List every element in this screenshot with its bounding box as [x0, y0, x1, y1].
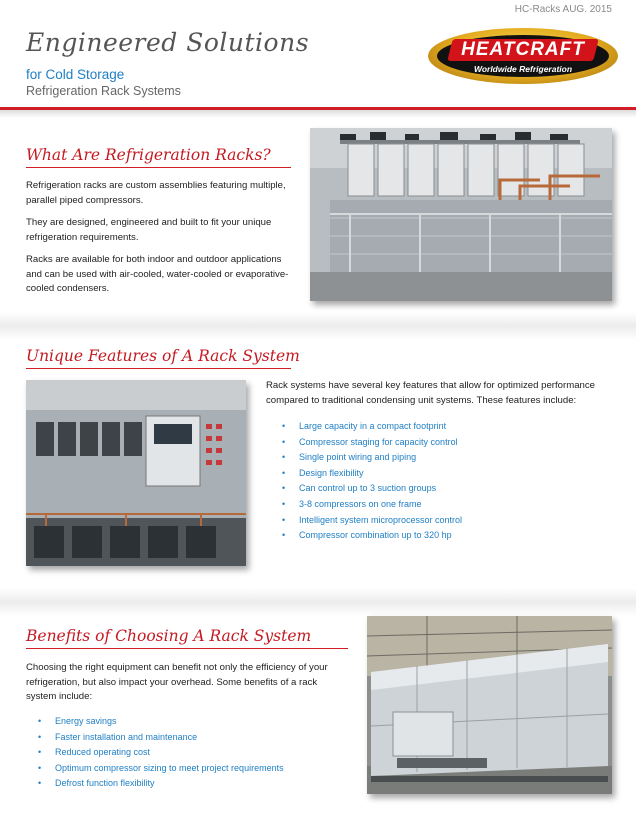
section-title-what-are-racks: What Are Refrigeration Racks? — [26, 146, 271, 164]
list-item: • Design flexibility — [282, 466, 602, 482]
list-item: • Intelligent system microprocessor control — [282, 513, 602, 529]
section-title-underline — [26, 368, 291, 369]
section-title-unique-features: Unique Features of A Rack System — [26, 347, 300, 365]
list-item: • Reduced operating cost — [38, 745, 338, 761]
list-item: • Energy savings — [38, 714, 338, 730]
page-subtitle: for Cold Storage — [26, 67, 125, 82]
features-list — [282, 419, 602, 544]
page-subtitle-secondary: Refrigeration Rack Systems — [26, 84, 181, 98]
paragraph: Refrigeration racks are custom assemblies featuring multiple, parallel piped compressors. — [26, 180, 286, 206]
benefits-list — [38, 714, 338, 792]
list-item: • Compressor staging for capacity control — [282, 435, 602, 451]
rack-photo-outdoor — [310, 128, 612, 301]
list-item: • Single point wiring and piping — [282, 450, 602, 466]
header-divider-shadow — [0, 110, 636, 118]
section-band — [0, 588, 636, 616]
page-title: Engineered Solutions — [26, 28, 310, 57]
section-band — [0, 312, 636, 340]
logo-name: HEATCRAFT — [461, 39, 585, 60]
section-title-underline — [26, 648, 348, 649]
section-title-underline — [26, 167, 291, 168]
paragraph: Racks are available for both indoor and outdoor applications and can be used with air-cooled, water-cooled or evaporative-cooled condensers. — [26, 254, 289, 294]
list-item: • Large capacity in a compact footprint — [282, 419, 602, 435]
list-item: • Defrost function flexibility — [38, 776, 338, 792]
list-item: • 3-8 compressors on one frame — [282, 497, 602, 513]
logo-tagline: Worldwide Refrigeration — [473, 64, 573, 74]
list-item: • Can control up to 3 suction groups — [282, 481, 602, 497]
list-item: • Compressor combination up to 320 hp — [282, 528, 602, 544]
section1-body — [26, 179, 294, 305]
heatcraft-logo — [428, 28, 618, 84]
rack-photo-control-panel — [26, 380, 246, 566]
list-item: • Faster installation and maintenance — [38, 730, 338, 746]
document-code: HC-Racks AUG. 2015 — [514, 4, 612, 15]
paragraph: They are designed, engineered and built to fit your unique refrigeration requirements. — [26, 217, 272, 243]
section3-intro: Choosing the right equipment can benefit not only the efficiency of your refrigeration, but also impact your overhead. Some benefits of a rack system include: — [26, 662, 328, 702]
section2-intro: Rack systems have several key features that allow for optimized performance compared to traditional condensing unit systems. These features include: — [266, 380, 595, 406]
list-item: • Optimum compressor sizing to meet project requirements — [38, 761, 338, 777]
rack-photo-indoor — [367, 616, 612, 794]
section-title-benefits: Benefits of Choosing A Rack System — [26, 627, 312, 645]
